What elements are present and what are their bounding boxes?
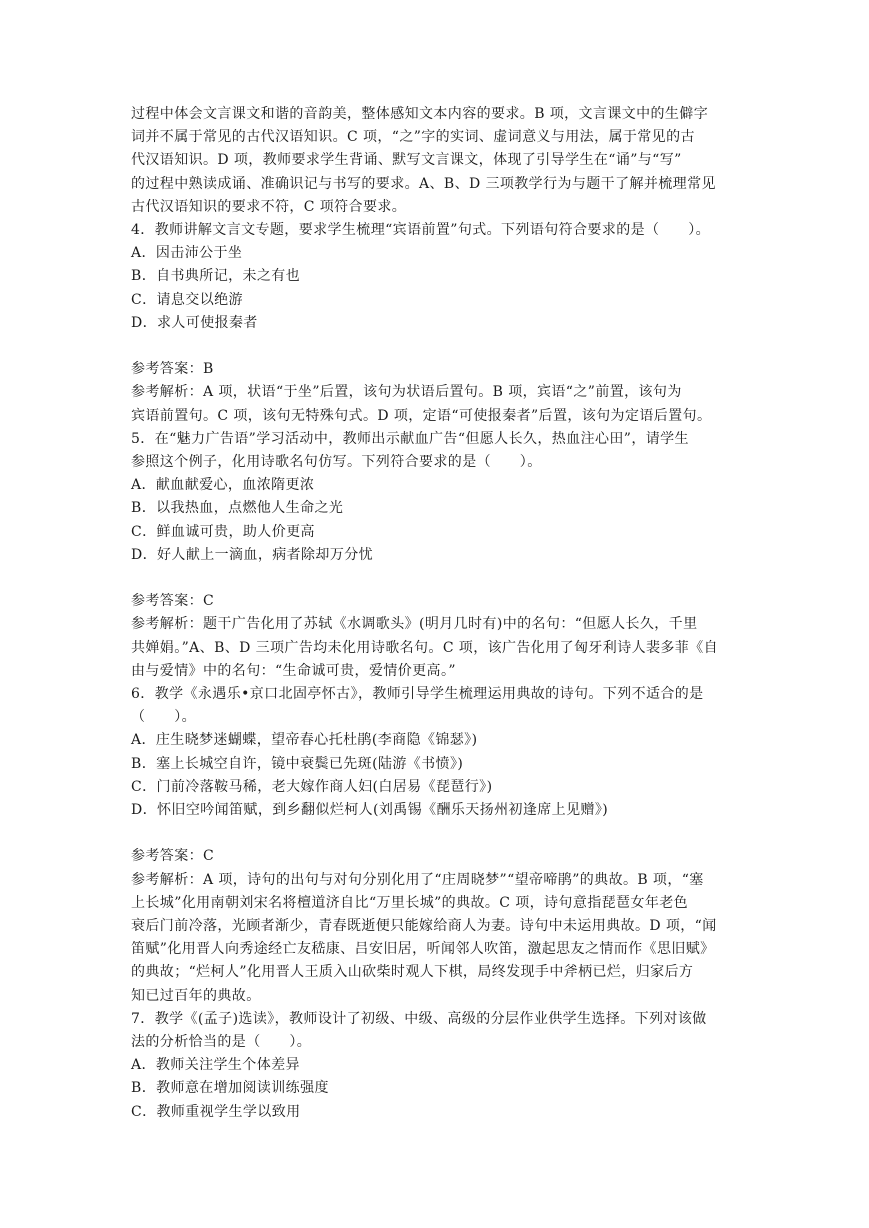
text-line: 上长城”化用南朝刘宋名将檀道济自比“万里长城”的典故。C 项，诗句意指琵琶女年老色 xyxy=(131,894,689,911)
text-line: C．鲜血诚可贵，助人价更高 xyxy=(131,523,315,540)
text-line: B．自书典所记，未之有也 xyxy=(131,268,301,285)
text-line: 衰后门前冷落，光顾者渐少，青春既逝便只能嫁给商人为妻。诗句中未运用典故。D 项，“闻 xyxy=(131,918,717,935)
text-line: 参照这个例子，化用诗歌名句仿写。下列符合要求的是（ ）。 xyxy=(131,454,542,471)
text-line: B．教师意在增加阅读训练强度 xyxy=(131,1080,329,1097)
text-line: D．好人献上一滴血，病者除却万分忧 xyxy=(131,546,374,563)
text-line: 参考解析：题干广告化用了苏轼《水调歌头》(明月几时有)中的名句：“但愿人长久，千里 xyxy=(131,616,698,633)
text-line: B．塞上长城空自许，镜中衰鬓已先斑(陆游《书愤》) xyxy=(131,755,464,772)
text-line: 法的分析恰当的是（ ）。 xyxy=(131,1034,312,1051)
text-line: 由与爱情》中的名句：“生命诚可贵，爱情价更高。” xyxy=(131,662,456,679)
text-line: 代汉语知识。D 项，教师要求学生背诵、默写文言课文，体现了引导学生在“诵”与“写” xyxy=(131,152,682,169)
text-line: A．教师关注学生个体差异 xyxy=(131,1057,300,1074)
blank-line xyxy=(131,567,743,590)
text-line: 词并不属于常见的古代汉语知识。C 项，“之”字的实词、虚词意义与用法，属于常见的古 xyxy=(131,129,695,146)
text-line: 4．教师讲解文言文专题，要求学生梳理“宾语前置”句式。下列语句符合要求的是（ ）。 xyxy=(131,222,711,239)
blank-line xyxy=(131,822,743,845)
text-line: A．庄生晓梦迷蝴蝶，望帝春心托杜鹃(李商隐《锦瑟》) xyxy=(131,732,478,749)
text-line: （ ）。 xyxy=(131,709,196,726)
text-line: 5．在“魅力广告语”学习活动中，教师出示献血广告“但愿人长久，热血注心田”，请学生 xyxy=(131,430,689,447)
text-line: B．以我热血，点燃他人生命之光 xyxy=(131,500,344,517)
text-line: 参考解析：A 项，诗句的出句与对句分别化用了“庄周晓梦”“望帝啼鹃”的典故。B 项，“塞 xyxy=(131,871,704,888)
text-line: 宾语前置句。C 项，该句无特殊句式。D 项，定语“可使报秦者”后置，该句为定语后置句。 xyxy=(131,407,712,424)
text-line: C．门前冷落鞍马稀，老大嫁作商人妇(白居易《琵琶行》) xyxy=(131,778,493,795)
text-line: 参考答案：B xyxy=(131,361,214,378)
text-line: 参考答案：C xyxy=(131,848,215,865)
text-line: 过程中体会文言课文和谐的音韵美，整体感知文本内容的要求。B 项，文言课文中的生僻字 xyxy=(131,106,709,122)
text-line: 的过程中熟读成诵、准确识记与书写的要求。A、B、D 三项教学行为与题干了解并梳理常见 xyxy=(131,175,716,192)
text-line: 共婵娟。”A、B、D 三项广告均未化用诗歌名句。C 项，该广告化用了匈牙利诗人裴多菲《自 xyxy=(131,639,718,656)
text-line: C．请息交以绝游 xyxy=(131,291,243,308)
text-line: 知已过百年的典故。 xyxy=(131,987,261,1004)
text-line: 7．教学《(孟子)选读》，教师设计了初级、中级、高级的分层作业供学生选择。下列对该做 xyxy=(131,1010,707,1027)
text-line: 的典故；“烂柯人”化用晋人王质入山砍柴时观人下棋，局终发现手中斧柄已烂，归家后方 xyxy=(131,964,694,981)
text-line: 6．教学《永遇乐•京口北固亭怀古》，教师引导学生梳理运用典故的诗句。下列不适合的是 xyxy=(131,686,704,703)
text-line: D．怀旧空吟闻笛赋，到乡翻似烂柯人(刘禹锡《酬乐天扬州初逢席上见赠》) xyxy=(131,802,609,819)
text-line: A．献血献爱心，血浓隋更浓 xyxy=(131,477,315,494)
text-line: A．因击沛公于坐 xyxy=(131,245,243,262)
document-body xyxy=(131,103,743,1124)
text-line: C．教师重视学生学以致用 xyxy=(131,1103,301,1120)
blank-line xyxy=(131,335,743,358)
text-line: 参考答案：C xyxy=(131,593,215,610)
text-line: 笛赋”化用晋人向秀途经亡友嵇康、吕安旧居，听闻邻人吹笛，激起思友之情而作《思旧赋》 xyxy=(131,941,715,958)
text-line: 古代汉语知识的要求不符，C 项符合要求。 xyxy=(131,198,407,215)
text-line: D．求人可使报秦者 xyxy=(131,314,258,331)
text-line: 参考解析：A 项，状语“于坐”后置，该句为状语后置句。B 项，宾语“之”前置，该句为 xyxy=(131,384,682,401)
